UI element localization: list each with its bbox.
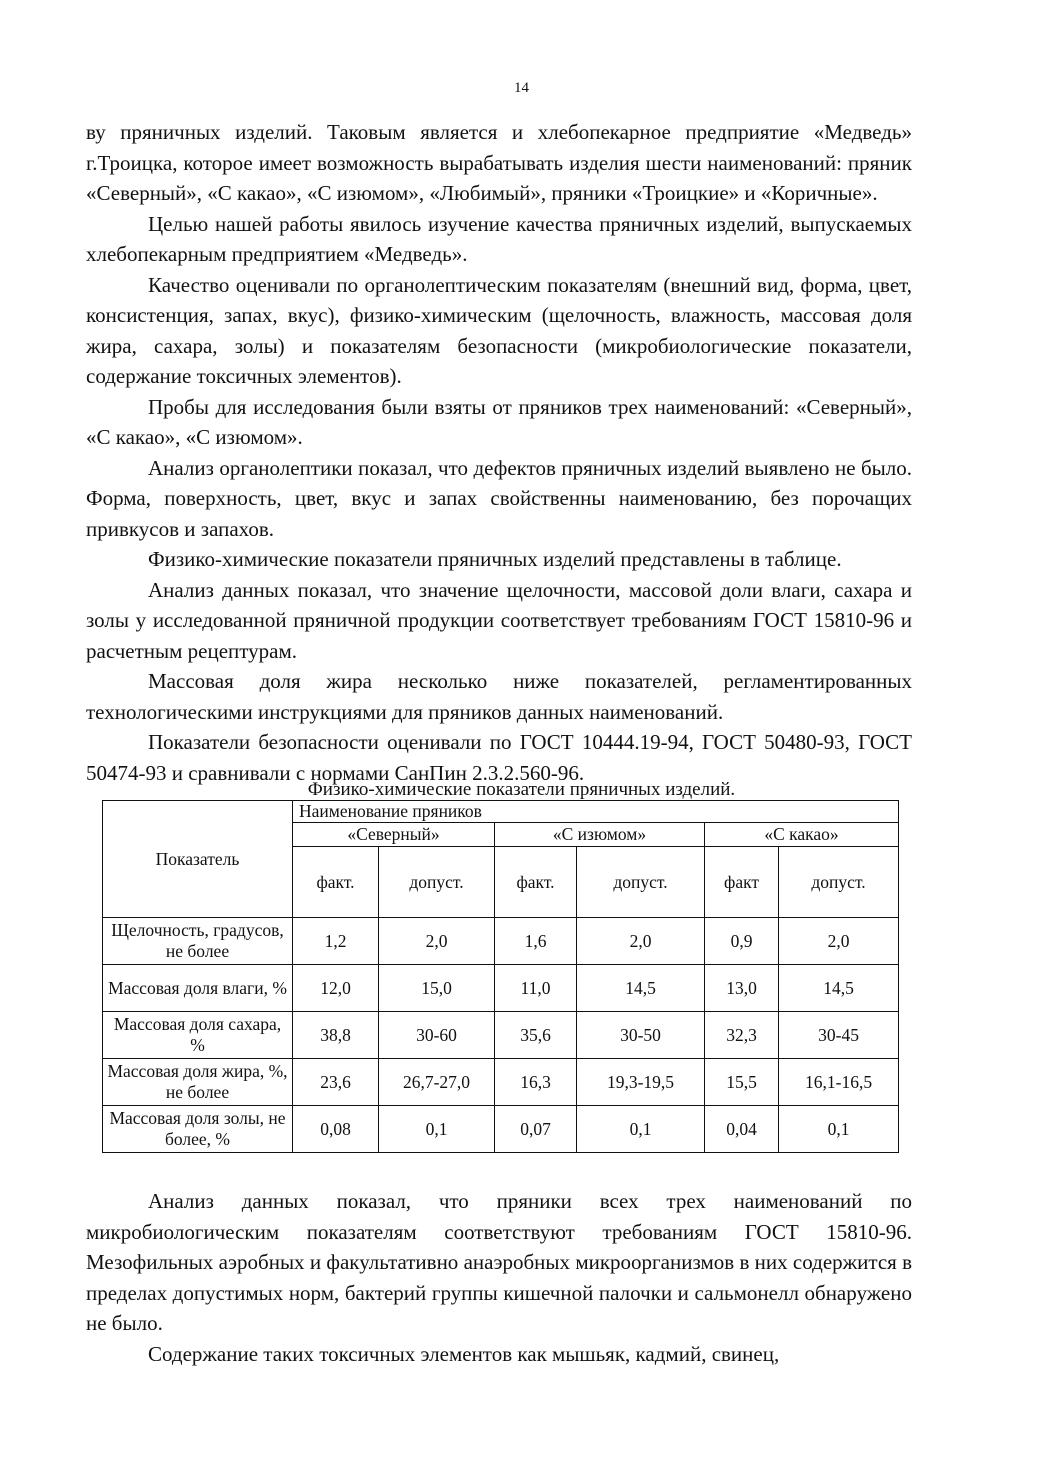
table-cell: 11,0 bbox=[495, 965, 577, 1012]
table-cell: 19,3-19,5 bbox=[577, 1059, 705, 1106]
product-header: «С изюмом» bbox=[495, 823, 705, 847]
table-cell: 30-60 bbox=[379, 1012, 495, 1059]
subcol-header: допуст. bbox=[379, 847, 495, 918]
page-number: 14 bbox=[514, 80, 529, 96]
table-cell: 32,3 bbox=[705, 1012, 779, 1059]
paragraph: Физико-химические показатели пряничных изделий представлены в таблице. bbox=[148, 547, 842, 571]
row-label: Массовая доля золы, не более, % bbox=[103, 1106, 293, 1153]
table-cell: 2,0 bbox=[577, 918, 705, 965]
paragraph: Целью нашей работы явилось изучение качества пряничных изделий, выпускаемых хлебопекарным предприятием «Медведь». bbox=[86, 211, 912, 266]
product-header: «С какао» bbox=[705, 823, 899, 847]
row-header-cell: Показатель bbox=[103, 801, 293, 918]
data-table bbox=[102, 800, 899, 1153]
subcol-header: допуст. bbox=[779, 847, 899, 918]
table-cell: 14,5 bbox=[577, 965, 705, 1012]
table-cell: 0,9 bbox=[705, 918, 779, 965]
table-cell: 0,1 bbox=[779, 1106, 899, 1153]
table-cell: 0,04 bbox=[705, 1106, 779, 1153]
table-cell: 0,08 bbox=[293, 1106, 379, 1153]
product-header: «Северный» bbox=[293, 823, 495, 847]
table-cell: 2,0 bbox=[779, 918, 899, 965]
row-label: Массовая доля сахара, % bbox=[103, 1012, 293, 1059]
paragraph: Массовая доля жира несколько ниже показателей, регламентированных технологическими инструкциями для пряников данных наименований. bbox=[86, 669, 912, 724]
table-cell: 26,7-27,0 bbox=[379, 1059, 495, 1106]
table-cell: 15,5 bbox=[705, 1059, 779, 1106]
table-cell: 16,3 bbox=[495, 1059, 577, 1106]
table-row bbox=[103, 1012, 899, 1059]
subcol-header: факт bbox=[705, 847, 779, 918]
table-caption: Физико-химические показатели пряничных изделий. bbox=[307, 779, 736, 800]
table-cell: 1,6 bbox=[495, 918, 577, 965]
table-cell: 0,1 bbox=[379, 1106, 495, 1153]
table-cell: 13,0 bbox=[705, 965, 779, 1012]
paragraph: ву пряничных изделий. Таковым является и хлебопекарное предприятие «Медведь» г.Троицка, которое имеет возможность вырабатывать изделия шести наименований: пряник «Северный», «С какао», «С изюмом», «Любимый», пряники «Троицкие» и «Коричные». bbox=[86, 120, 912, 205]
paragraph: Пробы для исследования были взяты от пряников трех наименований: «Северный», «С какао», «С изюмом». bbox=[86, 394, 912, 449]
paragraph: Анализ данных показал, что пряники всех трех наименований по микробиологическим показателям соответствуют требованиям ГОСТ 15810-96. Мезофильных аэробных и факультативно анаэробных микроорганизмов в них содержится в пределах допустимых норм, бактерий группы кишечной палочки и сальмонелл обнаружено не было. bbox=[86, 1189, 912, 1335]
table-cell: 30-45 bbox=[779, 1012, 899, 1059]
paragraph: Показатели безопасности оценивали по ГОСТ 10444.19-94, ГОСТ 50480-93, ГОСТ 50474-93 и сравнивали с нормами СанПин 2.3.2.560-96. bbox=[86, 730, 912, 785]
subcol-header: допуст. bbox=[577, 847, 705, 918]
table-cell: 2,0 bbox=[379, 918, 495, 965]
text-block-top bbox=[86, 117, 912, 788]
paragraph: Качество оценивали по органолептическим показателям (внешний вид, форма, цвет, консистенция, запах, вкус), физико-химическим (щелочность, влажность, массовая доля жира, сахара, золы) и показателям безопасности (микробиологические показатели, содержание токсичных элементов). bbox=[86, 272, 912, 388]
paragraph: Анализ данных показал, что значение щелочности, массовой доли влаги, сахара и золы у исследованной пряничной продукции соответствует требованиям ГОСТ 15810-96 и расчетным рецептурам. bbox=[86, 577, 912, 663]
table-row bbox=[103, 1106, 899, 1153]
table-cell: 35,6 bbox=[495, 1012, 577, 1059]
table-cell: 12,0 bbox=[293, 965, 379, 1012]
subcol-header: факт. bbox=[495, 847, 577, 918]
row-label: Массовая доля жира, %, не более bbox=[103, 1059, 293, 1106]
table-cell: 30-50 bbox=[577, 1012, 705, 1059]
table-cell: 0,1 bbox=[577, 1106, 705, 1153]
group-header-cell: Наименование пряников bbox=[293, 801, 899, 823]
row-label: Щелочность, градусов, не более bbox=[103, 918, 293, 965]
table-cell: 16,1-16,5 bbox=[779, 1059, 899, 1106]
table-cell: 15,0 bbox=[379, 965, 495, 1012]
table-row bbox=[103, 1059, 899, 1106]
table-cell: 38,8 bbox=[293, 1012, 379, 1059]
paragraph: Анализ органолептики показал, что дефектов пряничных изделий выявлено не было. Форма, поверхность, цвет, вкус и запах свойственны наименованию, без порочащих привкусов и запахов. bbox=[86, 455, 912, 541]
row-label: Массовая доля влаги, % bbox=[103, 965, 293, 1012]
table-cell: 14,5 bbox=[779, 965, 899, 1012]
table-row bbox=[103, 965, 899, 1012]
subcol-header: факт. bbox=[293, 847, 379, 918]
text-block-bottom bbox=[86, 1186, 912, 1369]
paragraph: Содержание таких токсичных элементов как мышьяк, кадмий, свинец, bbox=[148, 1341, 780, 1366]
table-cell: 1,2 bbox=[293, 918, 379, 965]
table-cell: 0,07 bbox=[495, 1106, 577, 1153]
table-row bbox=[103, 918, 899, 965]
table-cell: 23,6 bbox=[293, 1059, 379, 1106]
